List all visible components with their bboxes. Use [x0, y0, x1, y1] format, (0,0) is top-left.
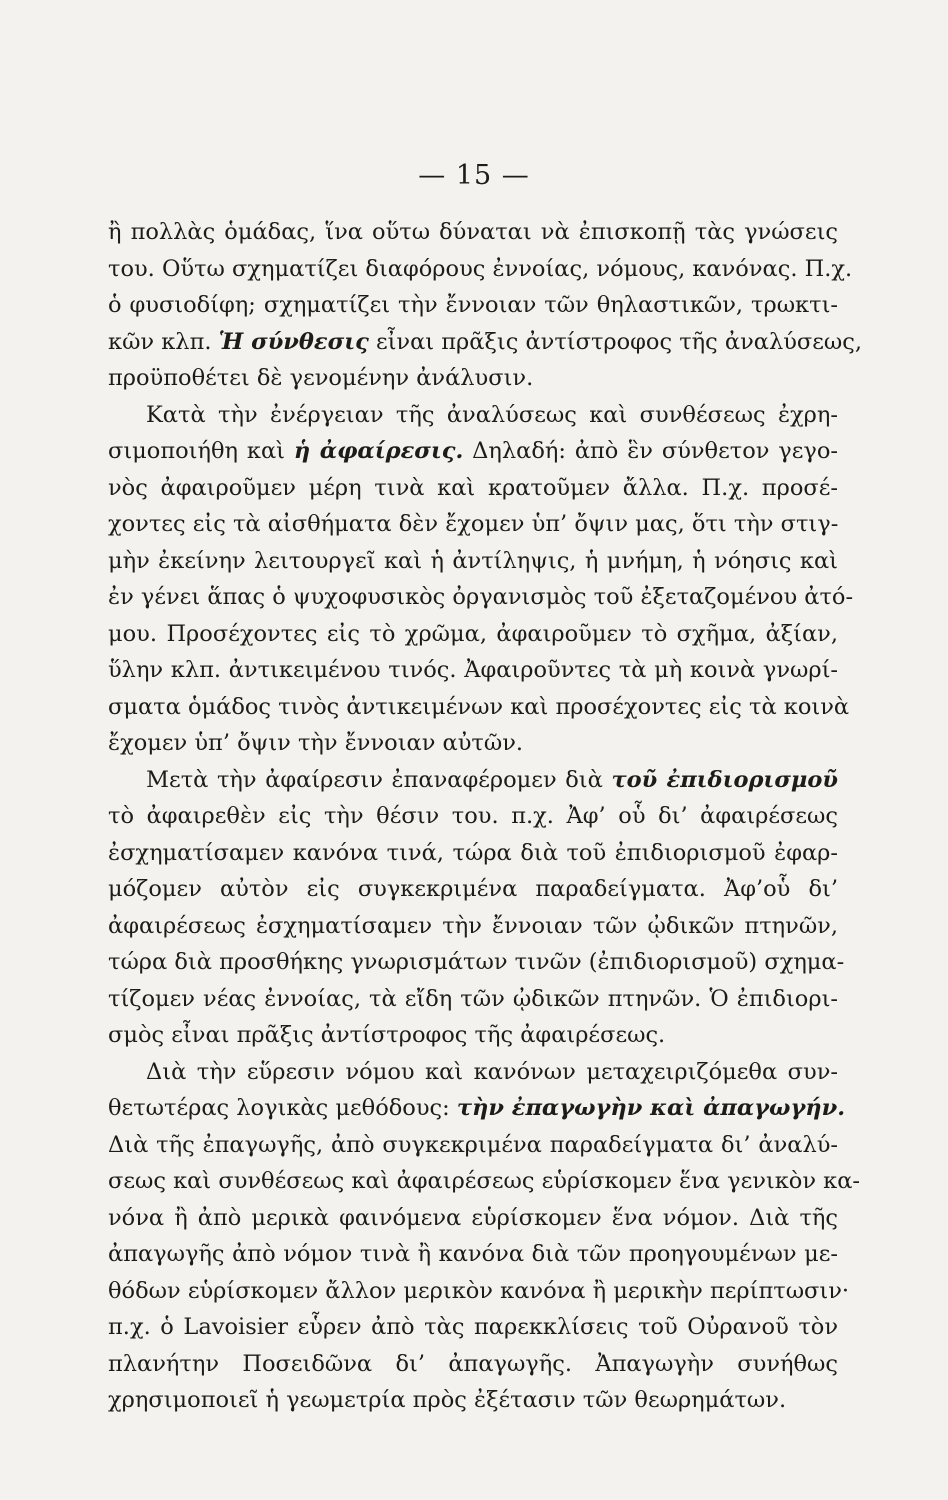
text-line [108, 798, 838, 835]
text-line [108, 1017, 838, 1054]
paragraph [108, 397, 854, 762]
text-line [108, 251, 853, 288]
text-run: μου. Προσέχοντες εἰς τὸ χρῶμα, ἀφαιροῦμεν τὸ σχῆμα, ἀξίαν, [108, 620, 838, 647]
text-line [108, 506, 838, 543]
text-run: χοντες εἰς τὰ αἰσθήματα δὲν ἔχομεν ὑπ’ ὄψιν μας, ὅτι τὴν στιγ- [108, 511, 839, 537]
text-run: πλανήτην Ποσειδῶνα δι’ ἀπαγωγῆς. Ἀπαγωγὴν συνήθως [108, 1350, 838, 1377]
text-line [108, 287, 838, 324]
text-line [108, 908, 838, 945]
text-line [108, 433, 838, 470]
text-run: ἐσχηματίσαμεν κανόνα τινά, τώρα διὰ τοῦ ἐπιδιορισμοῦ ἐφαρ- [108, 839, 838, 866]
paragraph [108, 1054, 861, 1419]
text-run: χρησιμοποιεῖ ἡ γεωμετρία πρὸς ἐξέτασιν τῶν θεωρημάτων. [108, 1387, 787, 1413]
text-run: σματα ὁμάδος τινὸς ἀντικειμένων καὶ προσέχοντες εἰς τὰ κοινὰ [108, 693, 850, 720]
text-run: Κατὰ τὴν ἐνέργειαν τῆς ἀναλύσεως καὶ συνθέσεως ἐχρη- [146, 401, 838, 428]
text-run: νόνα ἢ ἀπὸ μερικὰ φαινόμενα εὑρίσκομεν ἕνα νόμον. Διὰ τῆς [108, 1204, 838, 1231]
text-line [108, 835, 838, 872]
text-run: του. Οὕτω σχηματίζει διαφόρους ἐννοίας, νόμους, κανόνας. Π.χ. [108, 255, 853, 282]
text-run: μόζομεν αὐτὸν εἰς συγκεκριμένα παραδείγματα. Ἀφ’οὗ δι’ [108, 876, 838, 902]
text-line [108, 324, 863, 361]
text-run: θόδων εὑρίσκομεν ἄλλον μερικὸν κανόνα ἢ μερικὴν περίπτωσιν· [108, 1277, 850, 1304]
text-line [108, 1163, 861, 1200]
text-run: ἐν γένει ἅπας ὁ ψυχοφυσικὸς ὀργανισμὸς τοῦ ἐξεταζομένου ἀτό- [108, 584, 854, 610]
text-line [108, 871, 838, 908]
text-line [108, 725, 838, 762]
text-run: σεως καὶ συνθέσεως καὶ ἀφαιρέσεως εὑρίσκομεν ἕνα γενικὸν κα- [108, 1168, 861, 1194]
emphasized-term: τὴν ἐπαγωγὴν καὶ ἀπαγωγήν. [456, 1095, 846, 1121]
text-run: ἢ πολλὰς ὁμάδας, ἵνα οὕτω δύναται νὰ ἐπισκοπῇ τὰς γνώσεις [108, 219, 838, 245]
text-line [108, 1127, 838, 1164]
text-run: ἀφαιρέσεως ἐσχηματίσαμεν τὴν ἔννοιαν τῶν ᾠδικῶν πτηνῶν, [108, 912, 838, 939]
text-line [108, 944, 845, 981]
text-line [108, 1273, 850, 1310]
emphasized-term: τοῦ ἐπιδιορισμοῦ [611, 766, 838, 793]
paragraph [108, 214, 863, 397]
page-number: — 15 — [418, 160, 530, 191]
text-run: μὴν ἐκείνην λειτουργεῖ καὶ ἡ ἀντίληψις, ἡ μνήμη, ἡ νόησις καὶ [108, 547, 838, 574]
text-line [108, 1346, 838, 1383]
text-run: ἀπαγωγῆς ἀπὸ νόμον τινὰ ἢ κανόνα διὰ τῶν προηγουμένων με- [108, 1241, 838, 1267]
text-run: κῶν κλπ. [108, 328, 219, 355]
paragraph [108, 762, 845, 1054]
text-line [108, 1382, 838, 1419]
text-line [108, 652, 838, 689]
text-run: εἶναι πρᾶξις ἀντίστροφος τῆς ἀναλύσεως, [368, 328, 863, 355]
text-run: τὸ ἀφαιρεθὲν εἰς τὴν θέσιν του. π.χ. Ἀφ’ οὗ δι’ ἀφαιρέσεως [108, 803, 838, 829]
text-run: νὸς ἀφαιροῦμεν μέρη τινὰ καὶ κρατοῦμεν ἄλλα. Π.χ. προσέ- [108, 474, 838, 501]
body-text [108, 214, 863, 1419]
text-run: τίζομεν νέας ἐννοίας, τὰ εἴδη τῶν ᾠδικῶν πτηνῶν. Ὁ ἐπιδιορι- [108, 985, 838, 1012]
text-line [108, 981, 838, 1018]
text-run: προϋποθέτει δὲ γενομένην ἀνάλυσιν. [108, 365, 534, 391]
text-line [108, 397, 838, 434]
text-run: ὕλην κλπ. ἀντικειμένου τινός. Ἀφαιροῦντες τὰ μὴ κοινὰ γνωρί- [108, 657, 838, 683]
text-line [108, 1054, 838, 1091]
text-line [108, 1200, 838, 1237]
text-run: ὁ φυσιοδίφη; σχηματίζει τὴν ἔννοιαν τῶν θηλαστικῶν, τρωκτι- [108, 292, 838, 318]
text-line [108, 360, 838, 397]
text-line [108, 214, 838, 251]
text-run: τώρα διὰ προσθήκης γνωρισμάτων τινῶν (ἐπιδιορισμοῦ) σχημα- [108, 949, 845, 975]
text-line [108, 1236, 838, 1273]
emphasized-term: Ἡ σύνθεσις [218, 328, 369, 355]
text-line [108, 579, 854, 616]
text-line [108, 616, 838, 653]
text-line [108, 1090, 846, 1127]
text-run: π.χ. ὁ Lavoisier εὗρεν ἀπὸ τὰς παρεκκλίσεις τοῦ Οὐρανοῦ τὸν [108, 1314, 838, 1340]
text-line [108, 543, 838, 580]
text-run: Διὰ τῆς ἐπαγωγῆς, ἀπὸ συγκεκριμένα παραδείγματα δι’ ἀναλύ- [108, 1131, 838, 1158]
text-run: Μετὰ τὴν ἀφαίρεσιν ἐπαναφέρομεν διὰ [146, 766, 612, 793]
text-run: σμὸς εἶναι πρᾶξις ἀντίστροφος τῆς ἀφαιρέσεως. [108, 1022, 666, 1048]
text-line [108, 470, 838, 507]
text-run: ἔχομεν ὑπ’ ὄψιν τὴν ἔννοιαν αὐτῶν. [108, 730, 524, 756]
text-line [108, 689, 850, 726]
text-run: σιμοποιήθη καὶ [108, 438, 294, 464]
text-run: θετωτέρας λογικὰς μεθόδους: [108, 1095, 457, 1121]
text-line [108, 762, 838, 799]
text-run: Δηλαδή: ἀπὸ ἓν σύνθετον γεγο- [463, 438, 838, 464]
emphasized-term: ἡ ἀφαίρεσις. [293, 438, 464, 464]
text-run: Διὰ τὴν εὕρεσιν νόμου καὶ κανόνων μεταχειριζόμεθα συν- [146, 1058, 838, 1085]
text-line [108, 1309, 838, 1346]
